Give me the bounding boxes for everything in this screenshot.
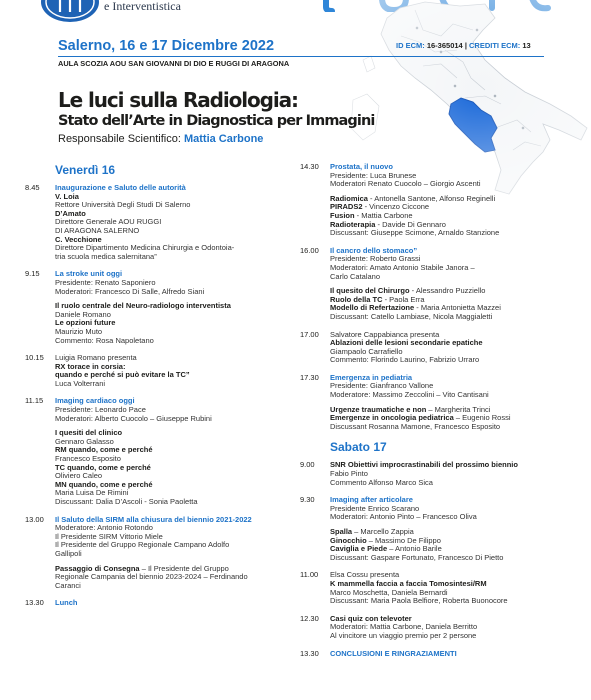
- talk-title: RM quando, come e perché: [55, 445, 153, 455]
- scientific-responsible: [58, 133, 263, 145]
- session-time: 8.45: [25, 183, 40, 192]
- session-detail: Direttore Dipartimento Medicina Chirurgia e Odontoia-: [55, 243, 235, 253]
- title-rule: [58, 56, 544, 57]
- session-time: 13.30: [300, 648, 319, 658]
- session-entry: [25, 599, 300, 608]
- talk-title: quando e perché si può evitare la TC”: [55, 370, 190, 380]
- session-detail: Discussant: Giuseppe Scimone, Arnaldo Stanzione: [330, 228, 500, 238]
- session-detail: Direttore Generale AOU RUGGI: [55, 217, 162, 227]
- session-detail: Commento: Florindo Laurino, Fabrizio Urraro: [330, 355, 480, 365]
- talk-speaker: - Mattia Carbone: [354, 210, 413, 220]
- session-title: CONCLUSIONI E RINGRAZIAMENTI: [330, 648, 457, 658]
- talk-title: Ginocchio: [330, 535, 367, 545]
- talk-title: Modello di Refertazione: [330, 303, 415, 313]
- talk-title: Ruolo della TC: [330, 294, 383, 304]
- talk-title: Passaggio di Consegna: [55, 563, 140, 573]
- session-detail: Moderatori: Mattia Carbone, Daniela Berritto: [330, 622, 478, 632]
- session-detail: Carlo Catalano: [330, 271, 381, 281]
- talk-title: Ablazioni delle lesioni secondarie epatiche: [330, 338, 483, 348]
- session-title: La stroke unit oggi: [55, 269, 123, 279]
- ecm-credits-label: CREDITI ECM:: [469, 41, 521, 50]
- talk-title: Caviglia e Piede: [330, 544, 388, 554]
- session-title: Lunch: [55, 598, 78, 608]
- talk-title: Le opzioni future: [55, 318, 116, 328]
- session-detail: Daniele Romano: [55, 309, 111, 319]
- ecm-id-label: ID ECM:: [396, 41, 425, 50]
- session-entry: [25, 397, 300, 506]
- session-time: 17.30: [300, 372, 319, 382]
- session-title: Prostata, il nuovo: [330, 162, 393, 171]
- session-lines: [330, 163, 580, 238]
- talk-title: K mammella faccia a faccia Tomosintesi/RM: [330, 578, 487, 588]
- talk-title: Radiomica: [330, 193, 368, 203]
- session-detail: Il Presidente SIRM Vittorio Miele: [55, 531, 163, 541]
- talk-title: Urgenze traumatiche e non: [330, 404, 427, 414]
- session-lines: [330, 461, 580, 487]
- talk-title: RX torace in corsia:: [55, 361, 126, 371]
- talk-title: Fusion: [330, 210, 355, 220]
- session-time: 14.30: [300, 162, 319, 171]
- logo-icon: [40, 0, 100, 24]
- talk-title: D’Amato: [55, 208, 86, 218]
- session-entry: [300, 615, 580, 641]
- talk-title: MN quando, come e perché: [55, 479, 153, 489]
- talk-title: Il ruolo centrale del Neuro-radiologo interventista: [55, 301, 231, 311]
- talk-title: TC quando, come e perché: [55, 462, 151, 472]
- talk-speaker: - Davide Di Gennaro: [375, 219, 446, 229]
- talk-title: PIRADS2: [330, 202, 363, 212]
- session-time: 9.30: [300, 495, 315, 505]
- session-detail: Moderatore: Massimo Zeccolini – Vito Cantisani: [330, 390, 489, 400]
- ecm-credits-value: 13: [522, 41, 531, 50]
- day-heading: Venerdì 16: [55, 163, 116, 177]
- session-time: 10.15: [25, 353, 44, 363]
- session-lines: [55, 516, 300, 591]
- session-entry: [25, 354, 300, 388]
- session-detail: Commento: Rosa Napoletano: [55, 335, 154, 345]
- session-entry: [25, 270, 300, 345]
- session-detail: DI ARAGONA SALERNO: [55, 225, 140, 235]
- session-detail: Francesco Esposito: [55, 454, 121, 464]
- session-entry: [300, 571, 580, 605]
- session-lines: [330, 615, 580, 641]
- responsible-label: Responsabile Scientifico:: [58, 133, 181, 145]
- talk-title: SNR Obiettivi improcrastinabili del prossimo biennio: [330, 460, 518, 470]
- session-detail: Al vincitore un viaggio premio per 2 persone: [330, 630, 477, 640]
- session-detail: Salvatore Cappabianca presenta: [330, 329, 440, 339]
- session-detail: Presidente: Leonardo Pace: [55, 405, 146, 415]
- session-detail: Oliviero Caleo: [55, 471, 103, 481]
- talk-speaker: - Vincenzo Ciccone: [362, 202, 430, 212]
- session-title: Inaugurazione e Saluto delle autorità: [55, 183, 186, 192]
- session-title: Emergenza in pediatria: [330, 372, 413, 382]
- talk-speaker: - Antonella Santone, Alfonso Reginelli: [367, 193, 496, 203]
- session-lines: [330, 331, 580, 365]
- ecm-separator: |: [464, 41, 467, 50]
- session-detail: tria scuola medica salernitana”: [55, 251, 157, 261]
- session-time: 13.00: [25, 514, 44, 524]
- session-entry: [300, 331, 580, 365]
- session-detail: Discussant Rosanna Mamone, Francesco Esposito: [330, 421, 501, 431]
- ecm-info: [396, 41, 531, 50]
- session-entry: [300, 247, 580, 322]
- responsible-name: Mattia Carbone: [183, 133, 264, 145]
- session-detail: Presidente Enrico Scarano: [330, 503, 420, 513]
- talk-title: I quesiti del clinico: [55, 428, 123, 438]
- talk-speaker: – Eugenio Rossi: [453, 413, 511, 423]
- session-title: Imaging after articolare: [330, 495, 413, 505]
- city-date: Salerno, 16 e 17 Dicembre 2022: [58, 38, 275, 54]
- session-lines: [330, 571, 580, 605]
- session-detail: Marco Moschetta, Daniela Bernardi: [330, 587, 448, 597]
- session-detail: Caranci: [55, 580, 81, 590]
- session-lines: [55, 397, 300, 506]
- session-detail: Presidente: Luca Brunese: [330, 170, 417, 180]
- session-entry: [300, 163, 580, 238]
- session-time: 16.00: [300, 245, 319, 255]
- session-lines: [55, 184, 300, 261]
- session-entry: [25, 516, 300, 591]
- session-lines: [330, 496, 580, 562]
- session-entry: [300, 461, 580, 487]
- session-detail: Luigia Romano presenta: [55, 353, 137, 363]
- session-time: 9.15: [25, 269, 40, 279]
- session-detail: Elsa Cossu presenta: [330, 570, 400, 580]
- session-detail: Moderatori: Amato Antonio Stabile Janora –: [330, 262, 475, 272]
- session-title: Il cancro dello stomaco”: [330, 245, 418, 255]
- session-detail: Maurizio Muto: [55, 326, 103, 336]
- session-lines: [330, 247, 580, 322]
- session-detail: Gennaro Galasso: [55, 436, 114, 446]
- session-lines: [55, 599, 300, 608]
- session-time: 11.00: [300, 570, 319, 580]
- talk-speaker: - Paola Erra: [382, 294, 425, 304]
- session-detail: Il Presidente del Gruppo Regionale Campano Adolfo: [55, 540, 230, 550]
- talk-title: C. Vecchione: [55, 234, 102, 244]
- talk-speaker: – Antonio Barile: [387, 544, 442, 554]
- talk-speaker: – Margherita Trinci: [426, 404, 491, 414]
- session-lines: [55, 270, 300, 345]
- program-column-right: [300, 163, 580, 667]
- session-entry: [300, 496, 580, 562]
- page-subtitle: Stato dell’Arte in Diagnostica per Immagini: [58, 113, 375, 129]
- session-detail: Presidente: Roberto Grassi: [330, 254, 421, 264]
- talk-title: Il quesito del Chirurgo: [330, 286, 410, 296]
- session-entry: [300, 650, 580, 659]
- session-detail: Moderatori: Alberto Cuocolo – Giuseppe Rubini: [55, 413, 212, 423]
- talk-title: Spalla: [330, 527, 353, 536]
- org-line: e Interventistica: [104, 0, 181, 13]
- session-detail: Luca Volterrani: [55, 378, 106, 388]
- session-detail: Discussant: Dalia D’Ascoli - Sonia Paoletta: [55, 497, 198, 506]
- session-detail: Presidente: Gianfranco Vallone: [330, 381, 434, 391]
- talk-speaker: – Massimo De Filippo: [366, 535, 441, 545]
- session-detail: Fabio Pinto: [330, 469, 368, 479]
- session-detail: Moderatore: Antonio Rotondo: [55, 523, 153, 533]
- session-lines: [330, 374, 580, 432]
- session-detail: Commento Alfonso Marco Sica: [330, 477, 433, 487]
- session-time: 11.15: [25, 396, 44, 406]
- session-time: 12.30: [300, 613, 319, 623]
- talk-title: Casi quiz con televoter: [330, 613, 412, 623]
- session-time: 9.00: [300, 460, 315, 470]
- session-detail: Discussant: Gaspare Fortunato, Francesco Di Pietto: [330, 552, 504, 562]
- session-time: 17.00: [300, 329, 319, 339]
- session-detail: Maria Luisa De Rimini: [55, 488, 129, 498]
- talk-speaker: - Maria Antonietta Mazzei: [414, 303, 501, 313]
- talk-speaker: - Alessandro Puzziello: [409, 286, 486, 296]
- session-detail: Regionale Campania del biennio 2023-2024 – Ferdinando: [55, 572, 248, 582]
- ecm-id-value: 16-365014: [426, 41, 463, 50]
- session-detail: Moderatori Renato Cuocolo – Giorgio Ascenti: [330, 179, 481, 189]
- talk-title: Radioterapia: [330, 219, 376, 229]
- day-heading: Sabato 17: [330, 440, 387, 455]
- session-lines: [330, 650, 580, 659]
- session-entry: [300, 374, 580, 432]
- session-detail: Gallipoli: [55, 548, 82, 558]
- program-column-left: [25, 163, 300, 617]
- session-detail: Discussant: Catello Lambiase, Nicola Maggialetti: [330, 311, 493, 321]
- session-detail: Presidente: Renato Saponiero: [55, 277, 156, 287]
- talk-title: Emergenze in oncologia pediatrica: [330, 413, 454, 423]
- talk-speaker: – Il Presidente del Gruppo: [139, 563, 229, 573]
- talk-speaker: – Marcello Zappia: [352, 527, 414, 536]
- session-detail: Discussant: Maria Paola Belfiore, Roberta Buonocore: [330, 596, 508, 606]
- session-time: 13.30: [25, 598, 44, 608]
- session-entry: [25, 184, 300, 261]
- session-detail: Moderatori: Antonio Pinto – Francesco Oliva: [330, 512, 477, 522]
- session-detail: Moderatori: Francesco Di Salle, Alfredo Siani: [55, 286, 205, 296]
- session-lines: [55, 354, 300, 388]
- session-detail: Giampaolo Carrafiello: [330, 346, 403, 356]
- session-title: Il Saluto della SIRM alla chiusura del biennio 2021-2022: [55, 514, 252, 524]
- venue: AULA SCOZIA AOU SAN GIOVANNI DI DIO E RUGGI DI ARAGONA: [58, 59, 290, 68]
- session-title: Imaging cardiaco oggi: [55, 396, 135, 406]
- page-title: Le luci sulla Radiologia:: [58, 88, 298, 112]
- talk-title: V. Loia: [55, 191, 79, 201]
- session-detail: Rettore Università Degli Studi Di Salerno: [55, 200, 191, 210]
